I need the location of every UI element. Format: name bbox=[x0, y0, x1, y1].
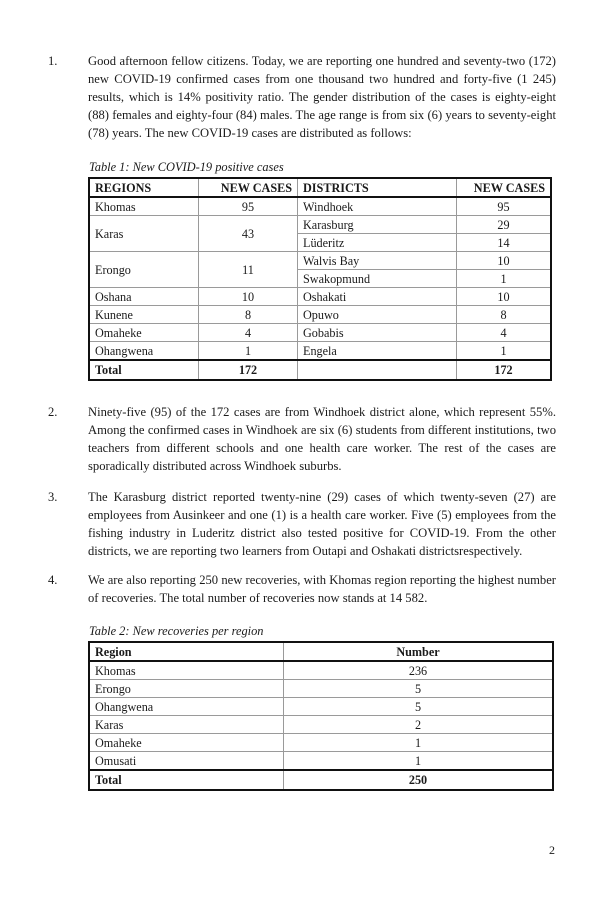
region-name: Omaheke bbox=[89, 324, 199, 342]
region-name: Erongo bbox=[89, 680, 284, 698]
region-cases: 95 bbox=[199, 197, 298, 216]
table-row bbox=[89, 306, 551, 324]
region-name: Karas bbox=[89, 716, 284, 734]
region-cases: 4 bbox=[199, 324, 298, 342]
recoveries-number: 2 bbox=[284, 716, 554, 734]
table-row bbox=[89, 734, 553, 752]
table-total-row bbox=[89, 360, 551, 380]
region-cases: 10 bbox=[199, 288, 298, 306]
table-row bbox=[89, 197, 551, 216]
region-cases: 8 bbox=[199, 306, 298, 324]
paragraph-text: Ninety-five (95) of the 172 cases are from Windhoek district alone, which represent 55%. Among the confirmed cases in Windhoek are six (6) students from different institutions, two teachers from different schools and one health care worker. The rest of the cases are sporadically distributed across Windhoek suburbs. bbox=[88, 405, 556, 473]
district-cases: 1 bbox=[457, 270, 552, 288]
recoveries-number: 1 bbox=[284, 734, 554, 752]
paragraph-3 bbox=[48, 488, 556, 562]
header-district-new-cases: NEW CASES bbox=[457, 178, 552, 197]
region-name: Khomas bbox=[89, 661, 284, 680]
table-total-row bbox=[89, 770, 553, 790]
total-district-label bbox=[298, 360, 457, 380]
district-name: Karasburg bbox=[298, 216, 457, 234]
paragraph-number: 4. bbox=[48, 573, 58, 587]
region-name: Ohangwena bbox=[89, 698, 284, 716]
header-new-cases: NEW CASES bbox=[199, 178, 298, 197]
region-name: Erongo bbox=[89, 252, 199, 288]
district-cases: 29 bbox=[457, 216, 552, 234]
header-regions: REGIONS bbox=[89, 178, 199, 197]
total-label: Total bbox=[89, 770, 284, 790]
recoveries-number: 5 bbox=[284, 680, 554, 698]
district-name: Walvis Bay bbox=[298, 252, 457, 270]
recoveries-table bbox=[88, 641, 554, 791]
total-number: 250 bbox=[284, 770, 554, 790]
district-cases: 8 bbox=[457, 306, 552, 324]
region-cases: 43 bbox=[199, 216, 298, 252]
new-cases-table bbox=[88, 177, 552, 381]
table-row bbox=[89, 716, 553, 734]
region-name: Karas bbox=[89, 216, 199, 252]
district-cases: 10 bbox=[457, 288, 552, 306]
region-name: Omaheke bbox=[89, 734, 284, 752]
paragraph-number: 3. bbox=[48, 490, 58, 504]
recoveries-number: 236 bbox=[284, 661, 554, 680]
table-row bbox=[89, 252, 551, 270]
region-name: Ohangwena bbox=[89, 342, 199, 361]
table-row bbox=[89, 680, 553, 698]
district-cases: 10 bbox=[457, 252, 552, 270]
region-name: Khomas bbox=[89, 197, 199, 216]
header-districts: DISTRICTS bbox=[298, 178, 457, 197]
table-row bbox=[89, 342, 551, 361]
district-name: Lüderitz bbox=[298, 234, 457, 252]
table-row bbox=[89, 752, 553, 771]
district-cases: 95 bbox=[457, 197, 552, 216]
header-number: Number bbox=[284, 642, 554, 661]
paragraph-text: Good afternoon fellow citizens. Today, we are reporting one hundred and seventy-two (172) new COVID-19 confirmed cases from one thousand two hundred and forty-five (1 245) results, which is 14% positivity ratio. The gender distribution of the cases is eighty-eight (88) females and eighty-four (84) males. The age range is from six (6) years to seventy-eight (78) years. The new COVID-19 cases are distributed as follows: bbox=[88, 54, 556, 140]
district-name: Engela bbox=[298, 342, 457, 361]
district-name: Opuwo bbox=[298, 306, 457, 324]
page-number: 2 bbox=[549, 843, 555, 857]
table2-caption: Table 2: New recoveries per region bbox=[89, 624, 264, 638]
table-row bbox=[89, 288, 551, 306]
district-name: Windhoek bbox=[298, 197, 457, 216]
region-cases: 1 bbox=[199, 342, 298, 361]
paragraph-4 bbox=[48, 571, 556, 609]
region-name: Kunene bbox=[89, 306, 199, 324]
district-name: Gobabis bbox=[298, 324, 457, 342]
district-cases: 4 bbox=[457, 324, 552, 342]
paragraph-text: We are also reporting 250 new recoveries, with Khomas region reporting the highest number of recoveries. The total number of recoveries now stands at 14 582. bbox=[88, 573, 556, 605]
region-cases: 11 bbox=[199, 252, 298, 288]
region-name: Omusati bbox=[89, 752, 284, 771]
paragraph-number: 1. bbox=[48, 54, 58, 68]
region-name: Oshana bbox=[89, 288, 199, 306]
paragraph-1 bbox=[48, 52, 556, 144]
total-district-cases: 172 bbox=[457, 360, 552, 380]
table-row bbox=[89, 698, 553, 716]
table-header-row bbox=[89, 178, 551, 197]
total-region-cases: 172 bbox=[199, 360, 298, 380]
paragraph-text: The Karasburg district reported twenty-nine (29) cases of which twenty-seven (27) are employees from Ausinkeer and one (1) is a health care worker. Five (5) employees from the fishing industry in Luderitz district also tested positive for COVID-19. From the other districts, we are reporting two learners from Outapi and Oshakati districtsrespectively. bbox=[88, 490, 556, 558]
table-row bbox=[89, 661, 553, 680]
header-region: Region bbox=[89, 642, 284, 661]
paragraph-2 bbox=[48, 403, 556, 477]
district-cases: 1 bbox=[457, 342, 552, 361]
table-row bbox=[89, 216, 551, 234]
district-name: Swakopmund bbox=[298, 270, 457, 288]
table1-caption: Table 1: New COVID-19 positive cases bbox=[89, 160, 284, 174]
district-name: Oshakati bbox=[298, 288, 457, 306]
table-header-row bbox=[89, 642, 553, 661]
district-cases: 14 bbox=[457, 234, 552, 252]
recoveries-number: 1 bbox=[284, 752, 554, 771]
paragraph-number: 2. bbox=[48, 405, 58, 419]
recoveries-number: 5 bbox=[284, 698, 554, 716]
total-label: Total bbox=[89, 360, 199, 380]
table-row bbox=[89, 324, 551, 342]
